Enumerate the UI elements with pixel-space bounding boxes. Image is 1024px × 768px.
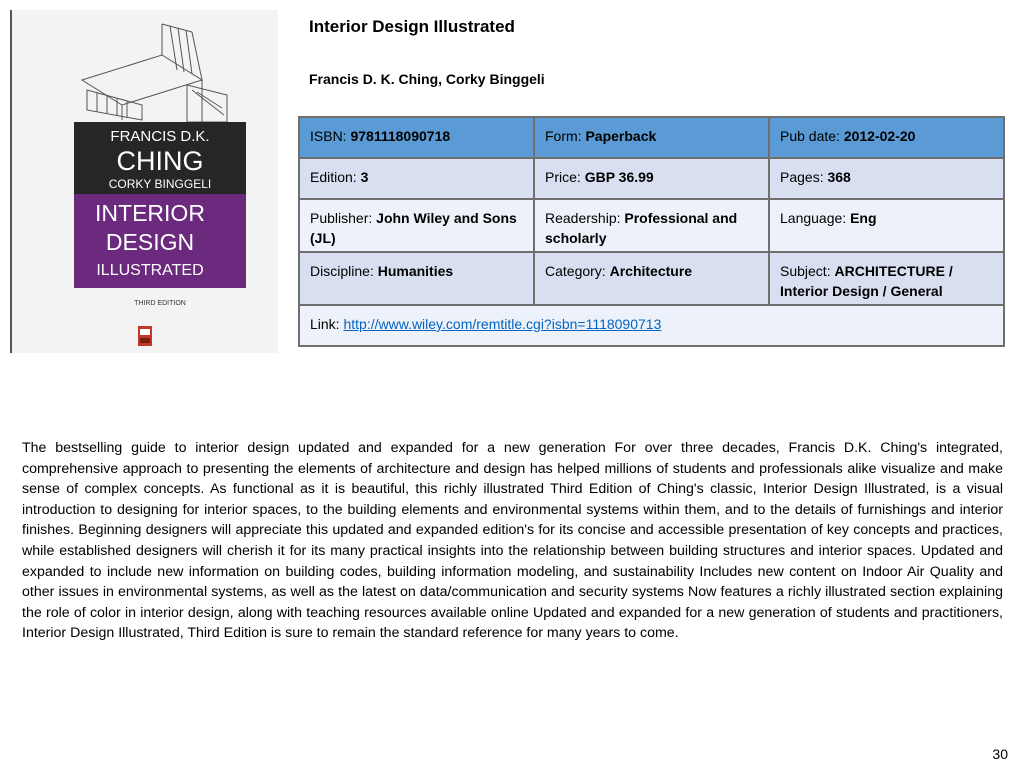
isbn-value: 9781118090718 [350,128,451,144]
discipline-cell [299,252,534,305]
book-authors: Francis D. K. Ching, Corky Binggeli [309,71,545,87]
pubdate-cell [769,117,1004,158]
discipline-value: Humanities [377,263,454,279]
publisher-value: John Wiley and Sons (JL) [310,210,517,246]
cover-title-line2: DESIGN [105,229,195,255]
discipline-label: Discipline: [310,263,374,279]
category-value: Architecture [609,263,693,279]
language-value: Eng [850,210,877,226]
cover-title-line1: INTERIOR [95,200,205,226]
edition-cell [299,158,534,199]
cover-illustration [12,10,278,353]
language-label: Language: [780,210,847,226]
publisher-cell [299,199,534,252]
table-row [299,199,1004,252]
book-cover-image [10,10,278,353]
category-label: Category: [545,263,606,279]
pubdate-value: 2012-02-20 [843,128,916,144]
isbn-cell [299,117,534,158]
subject-cell [769,252,1004,305]
publisher-link[interactable]: http://www.wiley.com/remtitle.cgi?isbn=1118090713 [343,316,662,332]
price-value: GBP 36.99 [584,169,654,185]
readership-cell [534,199,769,252]
form-label: Form: [545,128,582,144]
price-cell [534,158,769,199]
cover-title-line3: ILLUSTRATED [96,262,204,279]
table-row [299,305,1004,346]
book-title: Interior Design Illustrated [309,17,515,36]
cover-edition: THIRD EDITION [134,300,186,307]
subject-label: Subject: [780,263,831,279]
cover-author1-line1: FRANCIS D.K. [110,128,210,145]
form-cell [534,117,769,158]
category-cell [534,252,769,305]
table-row [299,158,1004,199]
book-details-table [298,116,1005,347]
form-value: Paperback [585,128,657,144]
publisher-logo-icon [138,326,152,346]
book-description: The bestselling guide to interior design updated and expanded for a new generation For over three decades, Francis D.K. Ching's integrated, comprehensive approach to presenting the elements of architecture and design has helped millions of students and professionals alike visualize and make sense of complex concepts. As functional as it is beautiful, this richly illustrated Third Edition of Ching's classic, Interior Design Illustrated, is a visual introduction to designing for interior spaces, to the building elements and environmental systems within them, and to the details of furnishings and interior finishes. Beginning designers will appreciate this updated and expanded edition's for its concise and accessible presentation of key concepts and practices, while established designers will cherish it for its many practical insights into the relationship between building structures and interior spaces. Updated and expanded to include new information on building codes, building information modeling, and sustainability Includes new content on Indoor Air Quality and other issues in environmental systems, as well as the latest on data/communication and security systems Now features a richly illustrated section explaining the role of color in interior design, along with teaching resources available online Updated and expanded for a new generation of students and practitioners, Interior Design Illustrated, Third Edition is sure to remain the standard reference for many years to come. [22,440,1003,642]
price-label: Price: [545,169,581,185]
publisher-label: Publisher: [310,210,373,226]
isbn-label: ISBN: [310,128,347,144]
link-label: Link: [310,316,340,332]
pages-value: 368 [827,169,851,185]
table-row [299,117,1004,158]
cover-author2: CORKY BINGGELI [108,177,212,191]
link-cell [299,305,1004,346]
readership-value: Professional and scholarly [545,210,738,246]
table-row [299,252,1004,305]
pages-cell [769,158,1004,199]
edition-label: Edition: [310,169,357,185]
pubdate-label: Pub date: [780,128,840,144]
pages-label: Pages: [780,169,824,185]
readership-label: Readership: [545,210,621,226]
cover-author1-line2: CHING [116,146,204,176]
edition-value: 3 [360,169,369,185]
page-number: 30 [992,746,1008,762]
subject-value: ARCHITECTURE / Interior Design / General [780,263,953,299]
language-cell [769,199,1004,252]
